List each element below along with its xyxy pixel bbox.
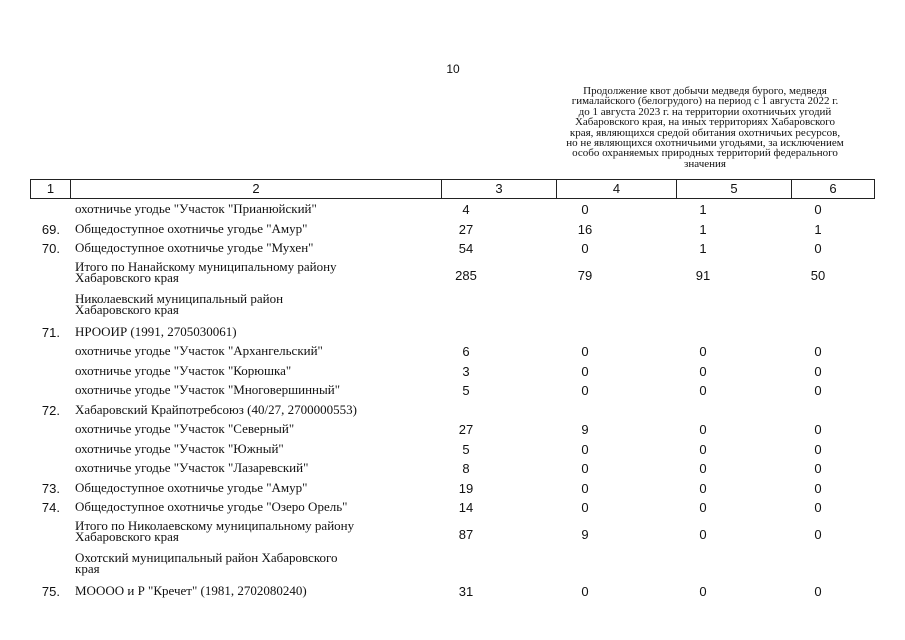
cell-col-3: 3 [462, 363, 470, 379]
table-body [0, 202, 905, 603]
row-number: 75. [41, 583, 60, 599]
cell-col-4: 79 [577, 267, 593, 283]
table-row [0, 517, 905, 552]
cell-col-5: 0 [699, 461, 707, 476]
column-header-6: 6 [791, 180, 874, 198]
caption-line: до 1 августа 2023 г. на территории охотничьих угодий [578, 105, 832, 118]
row-name [75, 220, 410, 236]
row-name [75, 401, 410, 417]
row-name [75, 323, 410, 339]
cell-col-6: 0 [814, 202, 822, 217]
table-caption [540, 86, 870, 169]
row-name-line: Охотский муниципальный район Хабаровского [75, 549, 338, 565]
cell-col-5: 0 [699, 500, 707, 515]
cell-col-5: 0 [699, 344, 707, 359]
column-header-5: 5 [676, 180, 791, 198]
column-header-1: 1 [46, 181, 55, 196]
row-name-line: Итого по Николаевскому муниципальному району [75, 517, 355, 533]
column-header-4: 4 [556, 180, 676, 198]
caption-line: Хабаровского края, на иных территориях Хабаровского [574, 116, 836, 129]
cell-col-6: 50 [810, 267, 826, 283]
cell-col-5: 0 [699, 422, 707, 437]
row-name [75, 384, 410, 395]
row-name-line: охотничье угодье "Участок "Южный" [75, 440, 284, 456]
cell-col-4: 0 [581, 500, 589, 515]
cell-col-4: 0 [581, 441, 589, 457]
cell-col-4: 0 [581, 363, 589, 379]
table-row [0, 584, 905, 604]
column-header-2: 2 [70, 180, 441, 198]
row-name-line: охотничье угодье "Участок "Корюшка" [75, 362, 292, 378]
row-name [75, 462, 410, 473]
cell-col-5: 0 [699, 583, 707, 599]
cell-col-5: 0 [699, 363, 707, 379]
cell-col-3: 8 [462, 461, 470, 476]
cell-col-3: 4 [462, 202, 470, 217]
row-name [75, 242, 410, 253]
row-name [75, 479, 410, 495]
cell-col-3: 27 [458, 422, 474, 437]
row-name-line: Хабаровского края [75, 301, 179, 317]
caption-line: но не являющихся охотничьими угодьями, за исключением [566, 137, 844, 150]
table-row [0, 258, 905, 293]
cell-col-5: 91 [695, 267, 711, 283]
row-number: 74. [41, 500, 60, 515]
cell-col-4: 0 [581, 583, 589, 599]
row-name [75, 290, 410, 317]
cell-col-6: 0 [814, 241, 822, 256]
cell-col-5: 1 [699, 221, 707, 237]
row-name-line: Общедоступное охотничье угодье "Озеро Орель" [75, 499, 348, 514]
cell-col-3: 87 [458, 526, 474, 542]
table-row [0, 344, 905, 364]
cell-col-4: 16 [577, 221, 593, 237]
caption-line: края, являющихся средой обитания охотничьих ресурсов, [569, 126, 841, 139]
table-row [0, 422, 905, 442]
cell-col-4: 0 [581, 344, 589, 359]
cell-col-6: 0 [814, 422, 822, 437]
cell-col-3: 19 [458, 480, 474, 496]
cell-col-6: 0 [814, 480, 822, 496]
row-name [75, 440, 410, 456]
cell-col-4: 0 [581, 461, 589, 476]
table-row [0, 290, 905, 325]
cell-col-4: 0 [581, 241, 589, 256]
cell-col-3: 27 [458, 221, 474, 237]
cell-col-4: 9 [581, 526, 589, 542]
row-name-line: Хабаровского края [75, 269, 179, 285]
row-name-line: Общедоступное охотничье угодье "Мухен" [75, 240, 314, 255]
row-name-line: охотничье угодье "Участок "Северный" [75, 421, 295, 436]
row-number: 69. [41, 221, 60, 237]
cell-col-3: 54 [458, 241, 474, 256]
row-name [75, 549, 410, 576]
table-row [0, 549, 905, 584]
table-row [0, 241, 905, 261]
row-number: 71. [41, 324, 60, 340]
cell-col-4: 0 [581, 202, 589, 217]
cell-col-4: 0 [581, 383, 589, 398]
row-name-line: Хабаровского края [75, 528, 179, 544]
row-number: 73. [41, 480, 60, 496]
cell-col-6: 0 [814, 363, 822, 379]
cell-col-6: 0 [814, 500, 822, 515]
row-name-line: Хабаровский Крайпотребсоюз (40/27, 2700000553) [75, 401, 357, 417]
table-row [0, 202, 905, 222]
row-name-line: охотничье угодье "Участок "Прианюйский" [75, 201, 317, 216]
row-name-line: Итого по Нанайскому муниципальному району [75, 258, 337, 274]
row-name [75, 362, 410, 378]
cell-col-4: 0 [581, 480, 589, 496]
cell-col-6: 1 [814, 221, 822, 237]
row-name-line: МОООО и Р "Кречет" (1981, 2702080240) [75, 582, 307, 598]
row-name-line: края [75, 560, 100, 576]
row-name [75, 423, 410, 434]
row-name-line: охотничье угодье "Участок "Архангельский" [75, 343, 323, 358]
row-name-line: охотничье угодье "Участок "Многовершинный" [75, 382, 340, 397]
cell-col-5: 0 [699, 441, 707, 457]
row-name [75, 582, 410, 598]
cell-col-6: 0 [814, 441, 822, 457]
cell-col-6: 0 [814, 526, 822, 542]
table-row [0, 442, 905, 462]
table-row [0, 500, 905, 520]
row-number: 70. [41, 241, 60, 256]
cell-col-3: 6 [462, 344, 470, 359]
cell-col-6: 0 [814, 461, 822, 476]
row-name-line: Николаевский муниципальный район [75, 290, 284, 306]
cell-col-5: 0 [699, 480, 707, 496]
row-name-line: Общедоступное охотничье угодье "Амур" [75, 479, 308, 495]
table-row [0, 481, 905, 501]
table-row [0, 364, 905, 384]
cell-col-6: 0 [814, 344, 822, 359]
cell-col-3: 14 [458, 500, 474, 515]
row-name-line: Общедоступное охотничье угодье "Амур" [75, 220, 308, 236]
page-number: 10 [446, 62, 460, 76]
row-name [75, 258, 410, 285]
table-row [0, 383, 905, 403]
row-name [75, 501, 410, 512]
cell-col-3: 5 [462, 383, 470, 398]
cell-col-3: 285 [455, 267, 477, 283]
row-name-line: НРООИР (1991, 2705030061) [75, 323, 237, 339]
table-row [0, 325, 905, 345]
row-name [75, 345, 410, 356]
cell-col-3: 31 [458, 583, 474, 599]
row-name-line: охотничье угодье "Участок "Лазаревский" [75, 460, 309, 475]
table-row [0, 222, 905, 242]
cell-col-5: 0 [699, 383, 707, 398]
column-header-3: 3 [441, 180, 556, 198]
caption-line: значения [684, 157, 726, 170]
cell-col-5: 1 [699, 241, 707, 256]
caption-line: гималайского (белогрудого) на период с 1 августа 2022 г. [571, 95, 839, 108]
table-row [0, 403, 905, 423]
table-row [0, 461, 905, 481]
row-name [75, 517, 410, 544]
cell-col-4: 9 [581, 422, 589, 437]
cell-col-3: 5 [462, 441, 470, 457]
cell-col-5: 1 [699, 202, 707, 217]
cell-col-5: 0 [699, 526, 707, 542]
row-number: 72. [41, 402, 60, 418]
cell-col-6: 0 [814, 583, 822, 599]
caption-line: Продолжение квот добычи медведя бурого, медведя [583, 85, 827, 97]
row-name [75, 203, 410, 214]
cell-col-6: 0 [814, 383, 822, 398]
table-header [30, 179, 875, 199]
caption-line: особо охраняемых природных территорий федерального [572, 147, 838, 160]
